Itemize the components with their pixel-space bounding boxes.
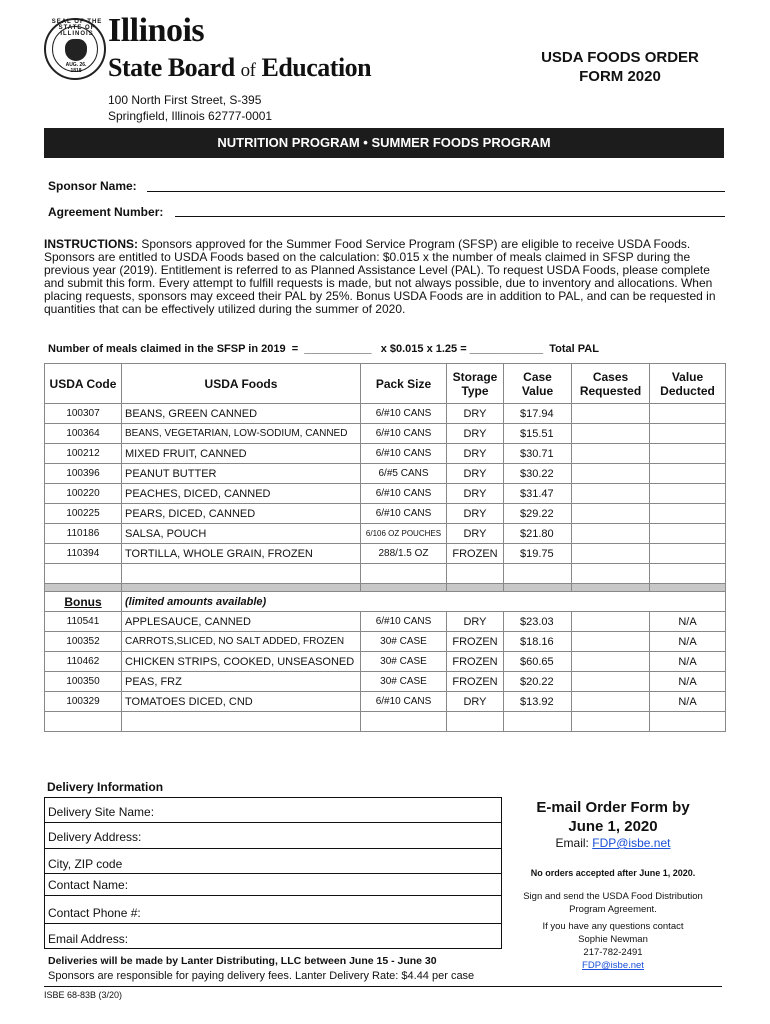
- header-pack-size: Pack Size: [361, 364, 447, 404]
- cases-requested-cell[interactable]: [572, 524, 650, 544]
- food-name: BEANS, VEGETARIAN, LOW-SODIUM, CANNED: [122, 424, 361, 444]
- questions-text: If you have any questions contact: [542, 921, 684, 932]
- storage-type: DRY: [447, 424, 504, 444]
- pack-size: 30# CASE: [361, 672, 447, 692]
- instructions-label: INSTRUCTIONS:: [44, 237, 138, 251]
- case-value: $23.03: [504, 612, 572, 632]
- usda-code: 100307: [45, 404, 122, 424]
- email-deadline-title: [508, 798, 718, 836]
- pack-size: 30# CASE: [361, 632, 447, 652]
- logo-state-board-text: State Board: [108, 53, 235, 82]
- bonus-label-cell: [45, 592, 122, 612]
- value-deducted-cell[interactable]: [650, 444, 726, 464]
- value-deducted-cell[interactable]: [650, 504, 726, 524]
- table-row: [45, 464, 726, 484]
- usda-code: 110186: [45, 524, 122, 544]
- bonus-note: (limited amounts available): [125, 595, 267, 608]
- value-deducted: N/A: [650, 652, 726, 672]
- program-banner: NUTRITION PROGRAM • SUMMER FOODS PROGRAM: [44, 128, 724, 158]
- usda-code: 100220: [45, 484, 122, 504]
- storage-type: FROZEN: [447, 544, 504, 564]
- table-row: [45, 544, 726, 564]
- header-value-line2: Deducted: [660, 383, 715, 398]
- pack-size: 30# CASE: [361, 652, 447, 672]
- pack-size: 6/#10 CANS: [361, 424, 447, 444]
- empty-cell[interactable]: [45, 564, 122, 584]
- email-line: [508, 836, 718, 850]
- table-row: [45, 524, 726, 544]
- food-name: PEAS, FRZ: [122, 672, 361, 692]
- agreement-number-field[interactable]: [175, 216, 725, 217]
- empty-cell[interactable]: [122, 564, 361, 584]
- email-link[interactable]: FDP@isbe.net: [592, 836, 671, 850]
- sponsor-name-label: Sponsor Name:: [48, 179, 137, 193]
- table-row-empty: [45, 564, 726, 584]
- usda-code: 110462: [45, 652, 122, 672]
- seal-ring-text: SEAL OF THE STATE OF ILLINOIS: [51, 19, 103, 37]
- empty-cell[interactable]: [45, 712, 122, 732]
- case-value: $21.80: [504, 524, 572, 544]
- header-cases-requested: [572, 364, 650, 404]
- value-deducted-cell[interactable]: [650, 524, 726, 544]
- address: [108, 92, 272, 124]
- header-value-line1: Value: [671, 369, 704, 384]
- contact-person: Sophie Newman: [578, 934, 648, 945]
- header-storage-line1: Storage: [452, 369, 498, 384]
- usda-code: 100352: [45, 632, 122, 652]
- storage-type: DRY: [447, 692, 504, 712]
- case-value: $31.47: [504, 484, 572, 504]
- pack-size: 6/106 OZ POUCHES: [361, 524, 447, 544]
- pack-size: 6/#10 CANS: [361, 404, 447, 424]
- case-value: $19.75: [504, 544, 572, 564]
- usda-code: 100350: [45, 672, 122, 692]
- pack-size: 6/#10 CANS: [361, 612, 447, 632]
- email-deadline-line2: June 1, 2020: [568, 818, 658, 835]
- case-value: $60.65: [504, 652, 572, 672]
- case-value: $15.51: [504, 424, 572, 444]
- bonus-row: [45, 612, 726, 632]
- cases-requested-cell[interactable]: [572, 404, 650, 424]
- form-title-line2: FORM 2020: [579, 68, 661, 85]
- cases-requested-cell[interactable]: [572, 612, 650, 632]
- storage-type: DRY: [447, 404, 504, 424]
- table-row: [45, 424, 726, 444]
- storage-type: DRY: [447, 524, 504, 544]
- sponsor-name-field[interactable]: [147, 191, 725, 192]
- case-value: $17.94: [504, 404, 572, 424]
- contact-info: [508, 920, 718, 972]
- case-value: $13.92: [504, 692, 572, 712]
- bonus-row: [45, 632, 726, 652]
- case-value: $29.22: [504, 504, 572, 524]
- header-usda-code: USDA Code: [45, 364, 122, 404]
- divider-cell: [122, 584, 361, 592]
- usda-code: 100396: [45, 464, 122, 484]
- empty-cell[interactable]: [650, 564, 726, 584]
- usda-code: 110394: [45, 544, 122, 564]
- seal-date: AUG. 26. 1818: [65, 62, 87, 74]
- header-case-line1: Case: [523, 369, 552, 384]
- value-deducted: N/A: [650, 612, 726, 632]
- empty-cell[interactable]: [361, 712, 447, 732]
- usda-code: 100364: [45, 424, 122, 444]
- cases-requested-cell[interactable]: [572, 672, 650, 692]
- food-name: CARROTS,SLICED, NO SALT ADDED, FROZEN: [122, 632, 361, 652]
- empty-cell[interactable]: [572, 564, 650, 584]
- header-cases-line1: Cases: [592, 369, 629, 384]
- bonus-row: [45, 652, 726, 672]
- divider-cell: [504, 584, 572, 592]
- usda-foods-table: [44, 363, 726, 732]
- storage-type: DRY: [447, 484, 504, 504]
- city-zip-field[interactable]: [45, 849, 501, 874]
- value-deducted-cell[interactable]: [650, 484, 726, 504]
- city-zip-label: City, ZIP code: [48, 857, 123, 871]
- table-row: [45, 404, 726, 424]
- pack-size: 6/#5 CANS: [361, 464, 447, 484]
- storage-type: DRY: [447, 504, 504, 524]
- cases-requested-cell[interactable]: [572, 544, 650, 564]
- food-name: PEANUT BUTTER: [122, 464, 361, 484]
- food-name: TOMATOES DICED, CND: [122, 692, 361, 712]
- cases-requested-cell[interactable]: [572, 632, 650, 652]
- table-header-row: [45, 364, 726, 404]
- header-case-value: [504, 364, 572, 404]
- header-cases-line2: Requested: [579, 383, 642, 398]
- storage-type: DRY: [447, 612, 504, 632]
- case-value: $30.22: [504, 464, 572, 484]
- case-value: $20.22: [504, 672, 572, 692]
- agreement-number-label: Agreement Number:: [48, 205, 164, 219]
- pack-size: 6/#10 CANS: [361, 484, 447, 504]
- food-name: PEARS, DICED, CANNED: [122, 504, 361, 524]
- logo-illinois: Illinois: [108, 12, 205, 49]
- value-deducted-cell[interactable]: [650, 424, 726, 444]
- empty-cell[interactable]: [504, 564, 572, 584]
- cases-requested-cell[interactable]: [572, 692, 650, 712]
- contact-email-link[interactable]: FDP@isbe.net: [582, 960, 644, 971]
- contact-phone-field[interactable]: [45, 896, 501, 924]
- bonus-header-row: [45, 592, 726, 612]
- delivery-site-field[interactable]: [45, 798, 501, 823]
- table-row: [45, 484, 726, 504]
- pack-size: 6/#10 CANS: [361, 692, 447, 712]
- address-line2: Springfield, Illinois 62777-0001: [108, 109, 273, 123]
- cases-requested-cell[interactable]: [572, 484, 650, 504]
- empty-cell[interactable]: [447, 712, 504, 732]
- header-storage-type: [447, 364, 504, 404]
- empty-cell[interactable]: [122, 712, 361, 732]
- delivery-address-label: Delivery Address:: [48, 830, 142, 844]
- bonus-row: [45, 672, 726, 692]
- bonus-label: Bonus: [64, 594, 102, 609]
- cases-requested-cell[interactable]: [572, 424, 650, 444]
- usda-code: 110541: [45, 612, 122, 632]
- delivery-info-title: Delivery Information: [47, 780, 164, 794]
- logo-state-board: [108, 53, 371, 83]
- cases-requested-cell[interactable]: [572, 464, 650, 484]
- sign-agreement-note: [508, 890, 718, 916]
- table-row-empty: [45, 712, 726, 732]
- value-deducted-cell[interactable]: [650, 544, 726, 564]
- bonus-row: [45, 692, 726, 712]
- case-value: $30.71: [504, 444, 572, 464]
- delivery-address-field[interactable]: [45, 823, 501, 849]
- delivery-note: Deliveries will be made by Lanter Distributing, LLC between June 15 - June 30: [48, 955, 437, 967]
- divider-cell: [361, 584, 447, 592]
- pack-size: 6/#10 CANS: [361, 444, 447, 464]
- eagle-icon: [65, 39, 87, 61]
- empty-cell[interactable]: [504, 712, 572, 732]
- contact-phone-label: Contact Phone #:: [48, 906, 141, 920]
- delivery-info-box: [44, 797, 502, 949]
- food-name: BEANS, GREEN CANNED: [122, 404, 361, 424]
- contact-phone: 217-782-2491: [583, 947, 643, 958]
- storage-type: DRY: [447, 444, 504, 464]
- food-name: MIXED FRUIT, CANNED: [122, 444, 361, 464]
- header-value-deducted: [650, 364, 726, 404]
- empty-cell[interactable]: [572, 712, 650, 732]
- usda-code: 100225: [45, 504, 122, 524]
- divider-cell: [650, 584, 726, 592]
- contact-name-field[interactable]: [45, 874, 501, 896]
- storage-type: FROZEN: [447, 652, 504, 672]
- header-usda-foods: USDA Foods: [122, 364, 361, 404]
- form-number: ISBE 68-83B (3/20): [44, 990, 123, 1000]
- logo-of: of: [240, 60, 256, 81]
- value-deducted-cell[interactable]: [650, 404, 726, 424]
- address-line1: 100 North First Street, S-395: [108, 93, 262, 107]
- pal-calculation: Number of meals claimed in the SFSP in 2019 = ___________ x $0.015 x 1.25 = ____________ Total PAL: [48, 343, 599, 355]
- cases-requested-cell[interactable]: [572, 504, 650, 524]
- food-name: APPLESAUCE, CANNED: [122, 612, 361, 632]
- food-name: CHICKEN STRIPS, COOKED, UNSEASONED: [122, 652, 361, 672]
- instructions: [44, 238, 724, 316]
- storage-type: DRY: [447, 464, 504, 484]
- form-title-line1: USDA FOODS ORDER: [541, 49, 699, 66]
- delivery-site-label: Delivery Site Name:: [48, 805, 155, 819]
- usda-code: 100212: [45, 444, 122, 464]
- food-name: TORTILLA, WHOLE GRAIN, FROZEN: [122, 544, 361, 564]
- logo-education: Education: [261, 53, 372, 82]
- case-value: $18.16: [504, 632, 572, 652]
- email-deadline-line1: E-mail Order Form by: [536, 799, 690, 816]
- divider-cell: [447, 584, 504, 592]
- contact-name-label: Contact Name:: [48, 878, 129, 892]
- empty-cell[interactable]: [650, 712, 726, 732]
- header-storage-line2: Type: [461, 383, 489, 398]
- divider-cell: [572, 584, 650, 592]
- cases-requested-cell[interactable]: [572, 652, 650, 672]
- storage-type: FROZEN: [447, 632, 504, 652]
- no-orders-note: No orders accepted after June 1, 2020.: [530, 868, 696, 878]
- email-address-field[interactable]: [45, 924, 501, 949]
- pack-size: 288/1.5 OZ: [361, 544, 447, 564]
- pack-size: 6/#10 CANS: [361, 504, 447, 524]
- table-row: [45, 444, 726, 464]
- value-deducted: N/A: [650, 672, 726, 692]
- table-row: [45, 504, 726, 524]
- value-deducted-cell[interactable]: [650, 464, 726, 484]
- food-name: SALSA, POUCH: [122, 524, 361, 544]
- delivery-fee-note: Sponsors are responsible for paying delivery fees. Lanter Delivery Rate: $4.44 per case: [48, 970, 475, 982]
- section-divider: [45, 584, 726, 592]
- bonus-note-cell: [122, 592, 726, 612]
- empty-cell[interactable]: [447, 564, 504, 584]
- form-title: [530, 48, 710, 86]
- value-deducted: N/A: [650, 632, 726, 652]
- isbe-seal: [44, 18, 106, 80]
- divider-cell: [45, 584, 122, 592]
- sign-line1: Sign and send the USDA Food Distribution: [523, 891, 703, 902]
- email-label: Email:: [555, 836, 593, 850]
- value-deducted: N/A: [650, 692, 726, 712]
- header-case-line2: Value: [521, 383, 554, 398]
- food-name: PEACHES, DICED, CANNED: [122, 484, 361, 504]
- sign-line2: Program Agreement.: [569, 904, 657, 915]
- footer-divider: [44, 986, 722, 987]
- cases-requested-cell[interactable]: [572, 444, 650, 464]
- empty-cell[interactable]: [361, 564, 447, 584]
- storage-type: FROZEN: [447, 672, 504, 692]
- email-address-label: Email Address:: [48, 932, 129, 946]
- instructions-text: Sponsors approved for the Summer Food Service Program (SFSP) are eligible to receive USDA Foods. Sponsors are entitled to USDA Foods based on the calculation: $0.015 x the number of meals claimed in SFSP during the previous year (2019). Entitlement is referred to as Planned Assistance Level (PAL). To request USDA Foods, please complete and submit this form. Every attempt to fulfill requests is made, but not always possible, due to inventory and allocations. When placing requests, sponsors may exceed their PAL by 25%. Bonus USDA Foods are in addition to PAL, and can be requested in quantities that can be effectively utilized during the summer of 2020.: [44, 237, 716, 316]
- usda-code: 100329: [45, 692, 122, 712]
